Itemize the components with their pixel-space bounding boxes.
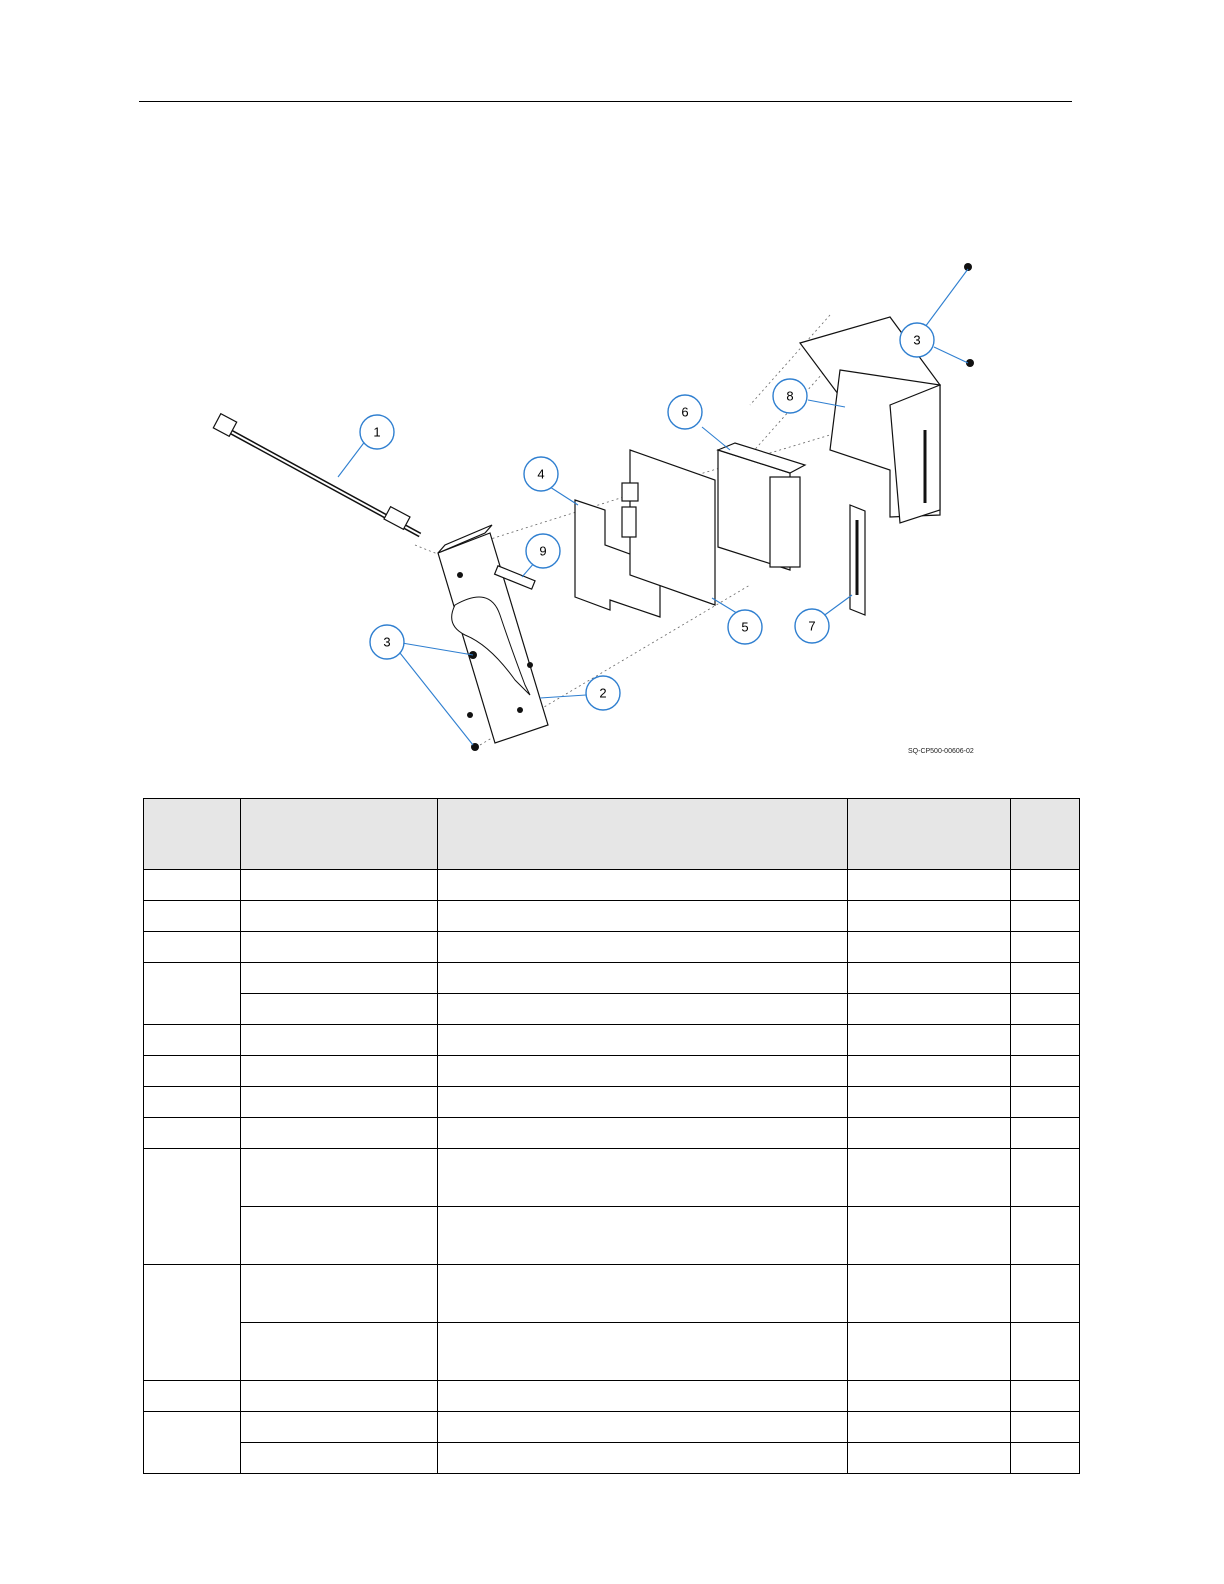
table-cell bbox=[848, 1149, 1011, 1207]
table-row bbox=[144, 870, 1080, 901]
table-cell bbox=[1011, 963, 1080, 994]
table-row bbox=[144, 1087, 1080, 1118]
table-cell bbox=[848, 1381, 1011, 1412]
item-number-cell bbox=[144, 1412, 241, 1474]
table-cell bbox=[848, 1265, 1011, 1323]
leader-3c bbox=[925, 269, 968, 327]
table-cell bbox=[438, 1412, 848, 1443]
callout-8 bbox=[773, 379, 807, 413]
svg-text:6: 6 bbox=[681, 404, 689, 420]
table-cell bbox=[438, 1265, 848, 1323]
table-cell bbox=[241, 1265, 438, 1323]
table-cell bbox=[241, 901, 438, 932]
part-6-module bbox=[718, 443, 805, 570]
table-cell bbox=[848, 1025, 1011, 1056]
table-row bbox=[144, 963, 1080, 994]
item-number-cell bbox=[144, 1087, 241, 1118]
table-row bbox=[144, 932, 1080, 963]
header-cell bbox=[144, 799, 241, 870]
table-row bbox=[144, 1118, 1080, 1149]
svg-text:4: 4 bbox=[537, 466, 545, 482]
callout-9 bbox=[526, 534, 560, 568]
leader-4 bbox=[550, 487, 578, 505]
table-cell bbox=[241, 1025, 438, 1056]
table-cell bbox=[438, 1207, 848, 1265]
table-cell bbox=[241, 1056, 438, 1087]
table-cell bbox=[438, 932, 848, 963]
table-cell bbox=[241, 1087, 438, 1118]
table-cell bbox=[438, 994, 848, 1025]
item-number-cell bbox=[144, 870, 241, 901]
part-7-faceplate bbox=[850, 505, 865, 615]
leader-3a bbox=[402, 643, 473, 655]
table-cell bbox=[438, 1381, 848, 1412]
table-row bbox=[144, 1149, 1080, 1207]
table-row bbox=[144, 1412, 1080, 1443]
item-number-cell bbox=[144, 1025, 241, 1056]
item-number-cell bbox=[144, 963, 241, 1025]
table-cell bbox=[848, 1087, 1011, 1118]
callout-5 bbox=[728, 610, 762, 644]
leader-1 bbox=[338, 440, 366, 477]
leader-3b bbox=[400, 653, 473, 745]
table-cell bbox=[438, 901, 848, 932]
svg-text:3: 3 bbox=[913, 332, 921, 348]
svg-text:2: 2 bbox=[599, 685, 607, 701]
leader-3d bbox=[934, 347, 968, 363]
table-header-row bbox=[144, 799, 1080, 870]
header-cell bbox=[1011, 799, 1080, 870]
svg-text:1: 1 bbox=[373, 424, 381, 440]
table-cell bbox=[438, 1056, 848, 1087]
svg-text:9: 9 bbox=[539, 543, 547, 559]
table-row bbox=[144, 1056, 1080, 1087]
table-cell bbox=[848, 994, 1011, 1025]
table-cell bbox=[1011, 1443, 1080, 1474]
parts-list-body bbox=[144, 870, 1080, 1474]
table-cell bbox=[1011, 1056, 1080, 1087]
table-row bbox=[144, 1381, 1080, 1412]
table-cell bbox=[241, 1207, 438, 1265]
table-row bbox=[144, 1323, 1080, 1381]
table-cell bbox=[1011, 1207, 1080, 1265]
table-cell bbox=[438, 1118, 848, 1149]
table-cell bbox=[848, 963, 1011, 994]
table-cell bbox=[1011, 1265, 1080, 1323]
callout-3-right bbox=[900, 323, 934, 357]
table-row bbox=[144, 901, 1080, 932]
table-cell bbox=[438, 870, 848, 901]
table-cell bbox=[241, 1381, 438, 1412]
table-cell bbox=[241, 1118, 438, 1149]
header-cell bbox=[438, 799, 848, 870]
header-cell bbox=[848, 799, 1011, 870]
table-cell bbox=[438, 1149, 848, 1207]
item-number-cell bbox=[144, 932, 241, 963]
assembly-line bbox=[415, 545, 440, 555]
table-row bbox=[144, 1025, 1080, 1056]
table-cell bbox=[1011, 901, 1080, 932]
table-cell bbox=[241, 1443, 438, 1474]
leader-7 bbox=[822, 595, 852, 617]
table-cell bbox=[848, 1207, 1011, 1265]
parts-list-table bbox=[143, 798, 1080, 1474]
table-cell bbox=[848, 932, 1011, 963]
table-cell bbox=[848, 870, 1011, 901]
item-number-cell bbox=[144, 1118, 241, 1149]
table-cell bbox=[848, 1323, 1011, 1381]
table-cell bbox=[241, 1149, 438, 1207]
table-cell bbox=[241, 963, 438, 994]
table-cell bbox=[438, 963, 848, 994]
callout-7 bbox=[795, 609, 829, 643]
item-number-cell bbox=[144, 1056, 241, 1087]
table-cell bbox=[848, 1118, 1011, 1149]
table-cell bbox=[438, 1323, 848, 1381]
table-cell bbox=[241, 1412, 438, 1443]
header-cell bbox=[241, 799, 438, 870]
table-row bbox=[144, 994, 1080, 1025]
item-number-cell bbox=[144, 1381, 241, 1412]
table-cell bbox=[1011, 1323, 1080, 1381]
table-cell bbox=[438, 1443, 848, 1474]
table-cell bbox=[1011, 932, 1080, 963]
callout-3-left bbox=[370, 625, 404, 659]
callout-4 bbox=[524, 457, 558, 491]
table-cell bbox=[1011, 870, 1080, 901]
callout-2 bbox=[586, 676, 620, 710]
table-cell bbox=[241, 870, 438, 901]
exploded-view-drawing bbox=[190, 255, 990, 765]
table-row bbox=[144, 1265, 1080, 1323]
table-cell bbox=[1011, 1025, 1080, 1056]
leader-6 bbox=[702, 427, 730, 450]
callout-1 bbox=[360, 415, 394, 449]
table-cell bbox=[848, 1412, 1011, 1443]
exploded-assembly-figure bbox=[190, 255, 990, 765]
table-cell bbox=[848, 1443, 1011, 1474]
table-cell bbox=[1011, 994, 1080, 1025]
table-row bbox=[144, 1443, 1080, 1474]
table-cell bbox=[1011, 1381, 1080, 1412]
table-cell bbox=[438, 1087, 848, 1118]
table-cell bbox=[848, 901, 1011, 932]
table-cell bbox=[241, 994, 438, 1025]
svg-text:3: 3 bbox=[383, 634, 391, 650]
svg-text:7: 7 bbox=[808, 618, 816, 634]
item-number-cell bbox=[144, 1149, 241, 1265]
table-cell bbox=[1011, 1118, 1080, 1149]
header-rule bbox=[139, 101, 1072, 102]
item-number-cell bbox=[144, 901, 241, 932]
table-cell bbox=[438, 1025, 848, 1056]
table-cell bbox=[241, 1323, 438, 1381]
callout-6 bbox=[668, 395, 702, 429]
drawing-id: SQ-CP500-00606-02 bbox=[908, 748, 974, 755]
table-cell bbox=[1011, 1087, 1080, 1118]
svg-text:8: 8 bbox=[786, 388, 794, 404]
svg-text:5: 5 bbox=[741, 619, 749, 635]
table-cell bbox=[1011, 1149, 1080, 1207]
table-cell bbox=[848, 1056, 1011, 1087]
table-cell bbox=[241, 932, 438, 963]
item-number-cell bbox=[144, 1265, 241, 1381]
table-cell bbox=[1011, 1412, 1080, 1443]
table-row bbox=[144, 1207, 1080, 1265]
